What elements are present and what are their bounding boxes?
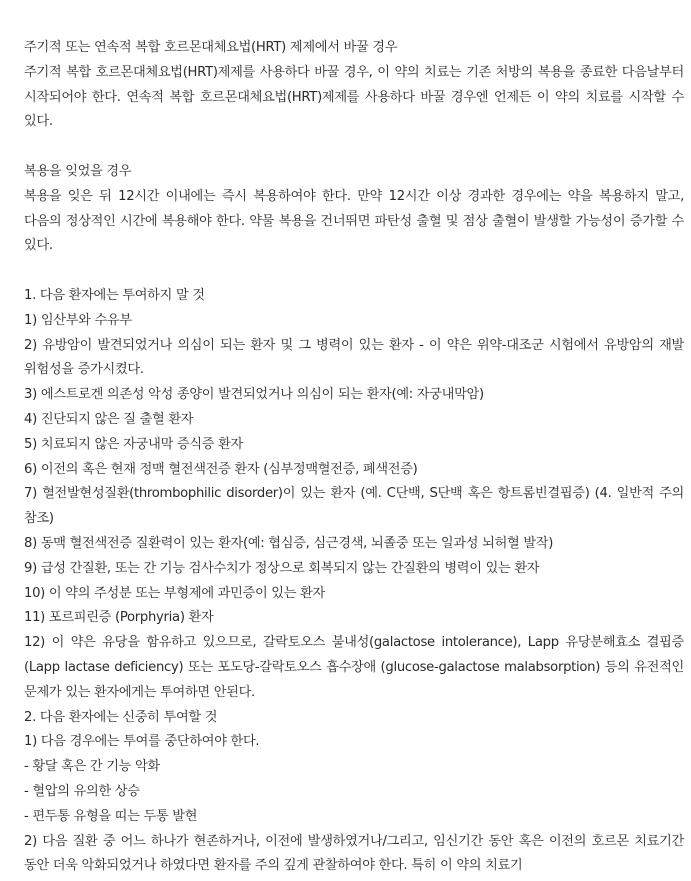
contraindication-item: 10) 이 약의 주성분 또는 부형제에 과민증이 있는 환자 xyxy=(24,585,325,601)
caution-item: 2) 다음 질환 중 어느 하나가 현존하거나, 이전에 발생하였거나/그리고, 임신기간 동안 혹은 이전의 호르몬 치료기간 동안 더욱 악화되었거나 하였다면 환자를 주의 깊게 관찰하여야 한다. 특히 이 약의 치료기 xyxy=(24,833,684,874)
contraindication-item: 5) 치료되지 않은 자궁내막 증식증 환자 xyxy=(24,436,243,452)
contraindication-item: 3) 에스트로겐 의존성 악성 종양이 발견되었거나 의심이 되는 환자(예: 자궁내막암) xyxy=(24,387,484,403)
caution-item: - 혈압의 유의한 상승 xyxy=(24,783,140,799)
section-heading-contraindications: 1. 다음 환자에는 투여하지 말 것 xyxy=(24,287,205,303)
section-heading-cautions: 2. 다음 환자에는 신중히 투여할 것 xyxy=(24,709,218,725)
caution-item: - 황달 혹은 간 기능 악화 xyxy=(24,759,160,775)
section-heading-missed-dose: 복용을 잊었을 경우 xyxy=(24,163,132,179)
contraindication-item: 8) 동맥 혈전색전증 질환력이 있는 환자(예: 협심증, 심근경색, 뇌졸중 또는 일과성 뇌허혈 발작) xyxy=(24,535,554,551)
contraindication-item: 12) 이 약은 유당을 함유하고 있으므로, 갈락토오스 불내성(galactose intolerance), Lapp 유당분해효소 결핍증(Lapp lactase deficiency) 또는 포도당-갈락토오스 흡수장애 (glucose-galactose malabsorption) 등의 유전적인 문제가 있는 환자에게는 투여하면 안된다. xyxy=(24,635,684,700)
section-heading-hrt-switch: 주기적 또는 연속적 복합 호르몬대체요법(HRT) 제제에서 바꿀 경우 xyxy=(24,40,398,55)
contraindication-item: 11) 포르피린증 (Porphyria) 환자 xyxy=(24,610,214,626)
section-text-missed-dose: 복용을 잊은 뒤 12시간 이내에는 즉시 복용하여야 한다. 만약 12시간 이상 경과한 경우에는 약을 복용하지 말고, 다음의 정상적인 시간에 복용해야 한다. 약물 복용을 건너뛰면 파탄성 출혈 및 점상 출혈이 발생할 가능성이 증가할 수 있다. xyxy=(24,188,684,254)
contraindication-item: 4) 진단되지 않은 질 출혈 환자 xyxy=(24,411,194,427)
contraindication-item: 9) 급성 간질환, 또는 간 기능 검사수치가 정상으로 회복되지 않는 간질환의 병력이 있는 환자 xyxy=(24,560,540,576)
section-text-hrt-switch: 주기적 복합 호르몬대체요법(HRT)제제를 사용하다 바꿀 경우, 이 약의 치료는 기존 처방의 복용을 종료한 다음날부터 시작되어야 한다. 연속적 복합 호르몬대체요법(HRT)제제를 사용하다 바꿀 경우엔 언제든 이 약의 치료를 시작할 수 있다. xyxy=(24,64,684,130)
contraindication-item: 6) 이전의 혹은 현재 정맥 혈전색전증 환자 (심부정맥혈전증, 폐색전증) xyxy=(24,461,418,477)
paragraph-gap xyxy=(24,135,684,160)
caution-item: - 편두통 유형을 띠는 두통 발현 xyxy=(24,808,198,824)
contraindication-item: 2) 유방암이 발견되었거나 의심이 되는 환자 및 그 병력이 있는 환자 - 이 약은 위약-대조군 시험에서 유방암의 재발 위험성을 증가시켰다. xyxy=(24,337,684,378)
contraindication-item: 1) 임산부와 수유부 xyxy=(24,312,132,328)
caution-item: 1) 다음 경우에는 투여를 중단하여야 한다. xyxy=(24,734,260,750)
paragraph-gap xyxy=(24,259,684,284)
document-body xyxy=(24,36,684,879)
contraindication-item: 7) 혈전발현성질환(thrombophilic disorder)이 있는 환자 (예. C단백, S단백 혹은 항트롬빈결핍증) (4. 일반적 주의 참조) xyxy=(24,486,684,527)
